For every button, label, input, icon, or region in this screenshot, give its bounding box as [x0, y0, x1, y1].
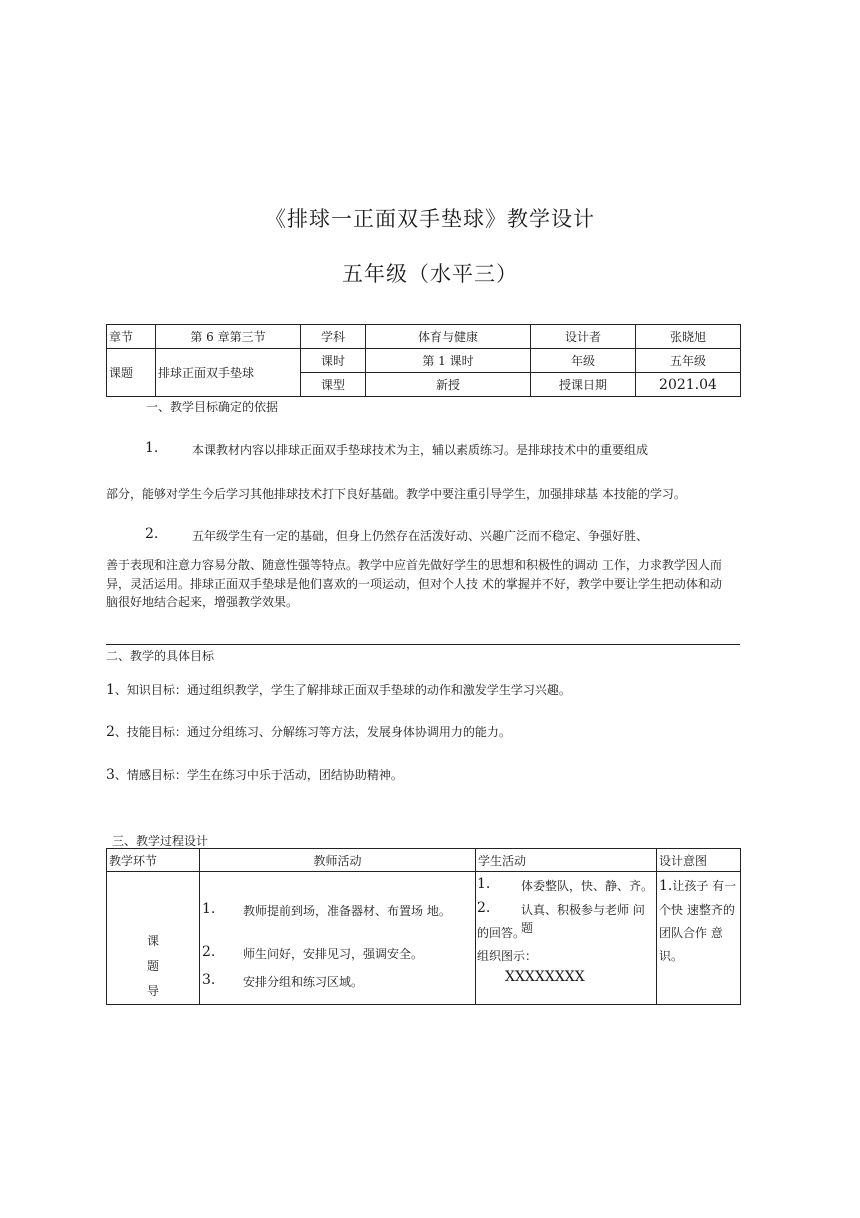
item2-line3: 异，灵活运用。排球正面双手垫球是他们喜欢的一项运动，但对个人技 术的掌握并不好，教学中要让学生把动体和动 [106, 577, 722, 591]
period-label: 课时 [301, 349, 366, 373]
lesson-info-table [106, 324, 741, 397]
teacher-step-number: 2. [202, 944, 216, 960]
chapter-value: 第 6 章第三节 [156, 325, 301, 349]
section1-heading: 一、教学目标确定的依据 [146, 400, 279, 414]
section-divider [106, 644, 740, 645]
student-step-continued: 的回答。 [477, 926, 526, 940]
goal-skill: 2、技能目标：通过分组练习、分解练习等方法，发展身体协调用力的能力。 [106, 724, 511, 740]
subject-label: 学科 [301, 325, 366, 349]
item2-line1: 五年级学生有一定的基础，但身上仍然存在活泼好动、兴趣广泛而不稳定、争强好胜、 [192, 529, 649, 543]
grade-label: 年级 [531, 349, 636, 373]
type-value: 新授 [366, 373, 531, 397]
process-table [106, 848, 741, 1005]
item1-number: 1. [145, 440, 159, 456]
section2-heading: 二、教学的具体目标 [106, 649, 215, 663]
section3-heading: 三、教学过程设计 [112, 834, 209, 848]
student-activity-cell [476, 872, 657, 1005]
intent-line: 团队合作 意 [659, 926, 723, 940]
chapter-label: 章节 [107, 325, 156, 349]
item2-line4: 脑很好地结合起来，增强教学效果。 [106, 595, 299, 609]
intent-line: 1.让孩子 有一 [659, 878, 737, 894]
item2-number: 2. [145, 526, 159, 542]
subject-value: 体育与健康 [366, 325, 531, 349]
date-label: 授课日期 [531, 373, 636, 397]
designer-value: 张晓旭 [636, 325, 741, 349]
col-teacher-header: 教师活动 [200, 849, 476, 872]
period-value: 第 1 课时 [366, 349, 531, 373]
document-title: 《排球一正面双手垫球》教学设计 [265, 207, 595, 231]
col-stage-header: 教学环节 [107, 849, 200, 872]
date-value: 2021.04 [636, 373, 741, 397]
design-intent-cell [657, 872, 741, 1005]
stage-char: 题 [146, 959, 159, 973]
type-label: 课型 [301, 373, 366, 397]
table-row [107, 325, 741, 349]
student-step-text: 认真、积极参与老师 问题 [521, 903, 645, 935]
formation-label: 组织图示： [477, 949, 538, 963]
intent-line: 个快 速整齐的 [659, 903, 735, 917]
stage-cell [107, 872, 200, 1005]
document-subtitle: 五年级（水平三） [342, 262, 518, 286]
student-step-text: 体委整队，快、静、齐。 [521, 879, 654, 893]
teacher-activity-cell [200, 872, 476, 1005]
grade-value: 五年级 [636, 349, 741, 373]
teacher-step-text: 教师提前到场，准备器材、布置场 地。 [243, 904, 451, 918]
stage-char: 导 [146, 984, 159, 998]
goal-knowledge: 1、知识目标：通过组织教学，学生了解排球正面双手垫球的动作和激发学生学习兴趣。 [106, 682, 571, 698]
student-step-number: 1. [477, 876, 491, 892]
stage-char: 课 [146, 934, 159, 948]
table-row [107, 849, 741, 872]
item2-line2: 善于表现和注意力容易分散、随意性强等特点。教学中应首先做好学生的思想和积极性的调动 工作，力求教学因人而 [106, 558, 722, 572]
goal-emotion: 3、情感目标：学生在练习中乐于活动，团结协助精神。 [106, 767, 403, 783]
intent-line: 识。 [659, 949, 684, 963]
student-step-number: 2. [477, 900, 491, 916]
table-row [107, 349, 741, 373]
table-row [107, 872, 741, 1005]
col-student-header: 学生活动 [476, 849, 657, 872]
topic-value: 排球正面双手垫球 [156, 349, 301, 397]
teacher-step-number: 1. [202, 901, 216, 917]
topic-label: 课题 [107, 349, 156, 397]
item1-line2: 部分，能够对学生今后学习其他排球技术打下良好基础。教学中要注重引导学生，加强排球基 本技能的学习。 [106, 487, 686, 501]
item1-line1: 本课教材内容以排球正面双手垫球技术为主，辅以素质练习。是排球技术中的重要组成 [192, 443, 649, 457]
col-intent-header: 设计意图 [657, 849, 741, 872]
formation-diagram: XXXXXXXX [505, 969, 585, 985]
teacher-step-text: 师生问好，安排见习，强调安全。 [243, 947, 424, 961]
teacher-step-number: 3. [202, 972, 216, 988]
designer-label: 设计者 [531, 325, 636, 349]
teacher-step-text: 安排分组和练习区域。 [243, 975, 364, 989]
